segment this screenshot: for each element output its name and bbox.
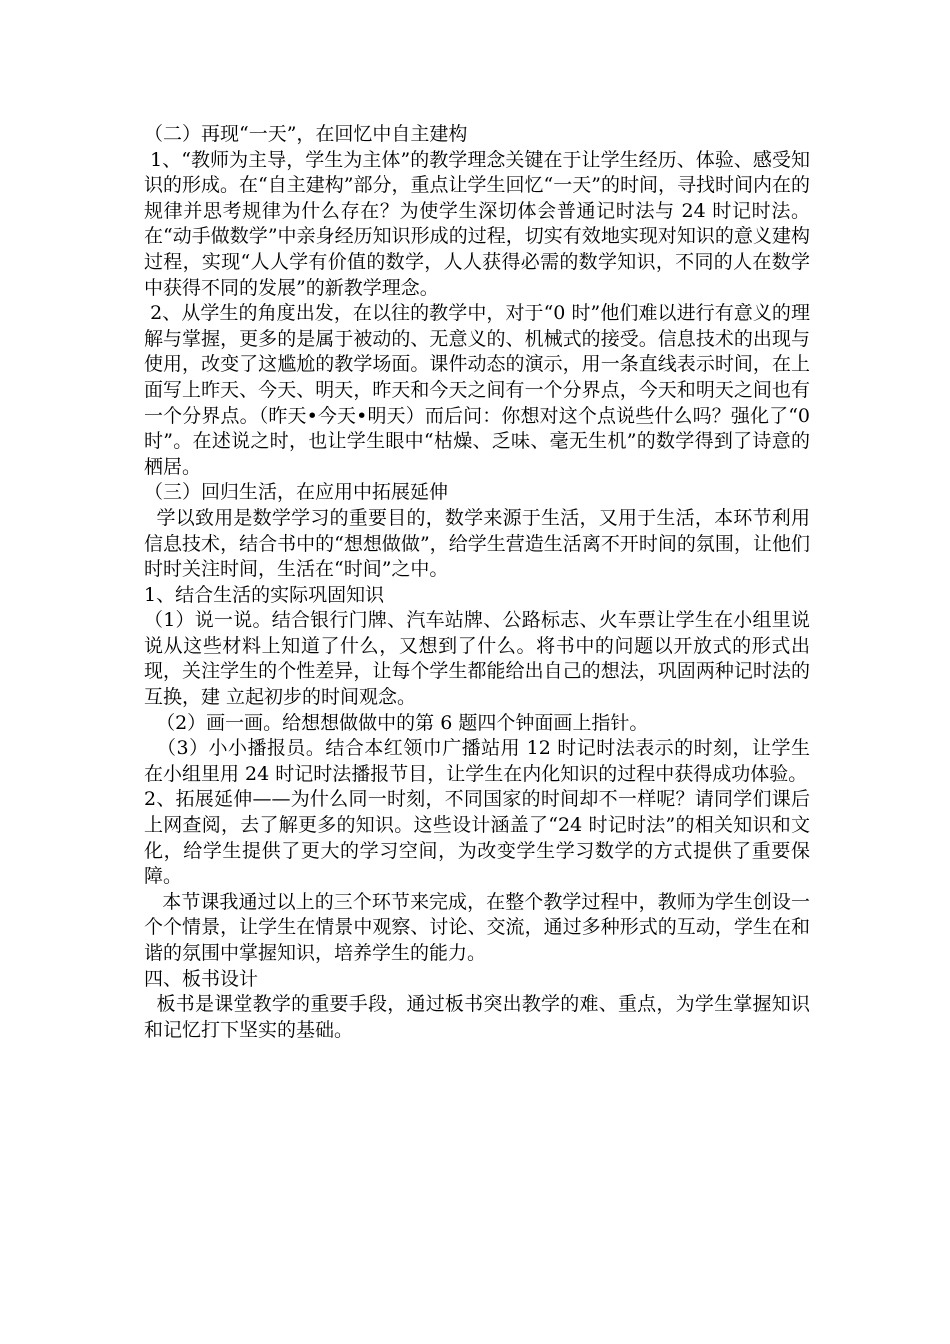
- document-body: [144, 122, 817, 1043]
- section-heading-three: （三）回归生活，在应用中拓展延伸: [144, 481, 449, 504]
- paragraph-broadcaster: （3）小小播报员。结合本红领巾广播站用 12 时记时法表示的时刻，让学生在小组里用 24 时记时法播报节目，让学生在内化知识的过程中获得成功体验。: [144, 737, 810, 785]
- section-heading-four: 四、板书设计: [144, 967, 259, 990]
- paragraph-summary: 本节课我通过以上的三个环节来完成，在整个教学过程中，教师为学生创设一个个情景，让学生在情景中观察、讨论、交流，通过多种形式的互动，学生在和谐的氛围中掌握知识，培养学生的能力。: [144, 890, 810, 964]
- paragraph-draw: （2）画一画。给想想做做中的第 6 题四个钟面画上指针。: [144, 711, 649, 734]
- section-heading-two: （二）再现“一天”，在回忆中自主建构: [144, 123, 468, 145]
- paragraph-point-1: 1、“教师为主导，学生为主体”的教学理念关键在于让学生经历、体验、感受知识的形成。在“自主建构”部分，重点让学生回忆“一天”的时间，寻找时间内在的规律并思考规律为什么存在？为使学生深切体会普通记时法与 24 时记时法。在“动手做数学”中亲身经历知识形成的过程，切实有效地实现对知识的意义建构过程，实现“人人学有价值的数学，人人获得必需的数学知识，不同的人在数学中获得不同的发展”的新教学理念。: [144, 148, 810, 299]
- paragraph-intro-application: 学以致用是数学学习的重要目的，数学来源于生活，又用于生活，本环节利用信息技术，结合书中的“想想做做”，给学生营造生活离不开时间的氛围，让他们时时关注时间，生活在“时间”之中。: [144, 506, 810, 581]
- subheading-consolidate: 1、结合生活的实际巩固知识: [144, 583, 385, 606]
- paragraph-extension: 2、拓展延伸——为什么同一时刻，不同国家的时间却不一样呢？请同学们课后上网查阅，去了解更多的知识。这些设计涵盖了“24 时记时法”的相关知识和文化，给学生提供了更大的学习空间，为改变学生学习数学的方式提供了重要保障。: [144, 788, 810, 888]
- paragraph-blackboard: 板书是课堂教学的重要手段，通过板书突出教学的难、重点，为学生掌握知识和记忆打下坚实的基础。: [144, 993, 810, 1041]
- paragraph-point-2: 2、从学生的角度出发，在以往的教学中，对于“0 时”他们难以进行有意义的理解与掌握，更多的是属于被动的、无意义的、机械式的接受。信息技术的出现与使用，改变了这尴尬的教学场面。课件动态的演示，用一条直线表示时间，在上面写上昨天、今天、明天，昨天和今天之间有一个分界点，今天和明天之间也有一个分界点。（昨天•今天•明天）而后问：你想对这个点说些什么吗？强化了“0 时”。在述说之时，也让学生眼中“枯燥、乏味、毫无生机”的数学得到了诗意的栖居。: [144, 302, 817, 478]
- paragraph-say: （1）说一说。结合银行门牌、汽车站牌、公路标志、火车票让学生在小组里说说从这些材料上知道了什么，又想到了什么。将书中的问题以开放式的形式出现，关注学生的个性差异，让每个学生都能给出自己的想法，巩固两种记时法的互换，建 立起初步的时间观念。: [144, 609, 810, 709]
